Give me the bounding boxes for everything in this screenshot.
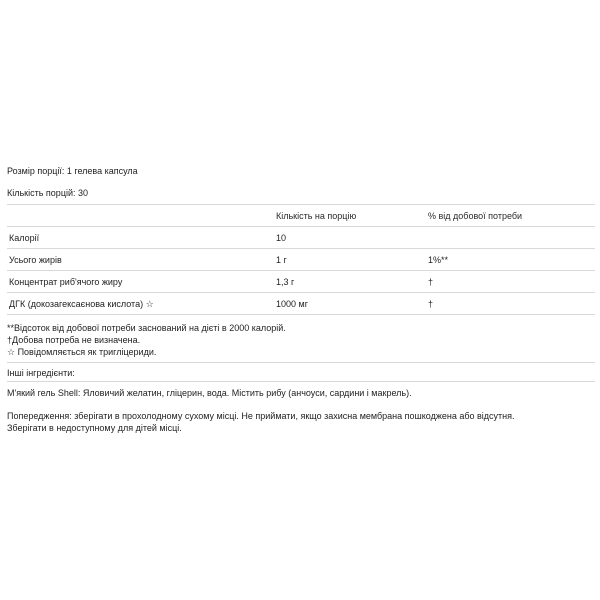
row-name: Калорії	[9, 233, 40, 243]
footnote: ☆ Повідомляється як тригліцериди.	[7, 347, 157, 357]
footnote: †Добова потреба не визначена.	[7, 335, 141, 345]
row-dv: †	[428, 299, 434, 309]
divider	[7, 226, 595, 227]
servings-count: Кількість порцій: 30	[7, 188, 89, 198]
row-amount: 1 г	[276, 255, 287, 265]
divider	[7, 248, 595, 249]
ingredients-text: М'який гель Shell: Яловичий желатин, гліцерин, вода. Містить рибу (анчоуси, сардини і макрель).	[7, 388, 412, 398]
serving-size: Розмір порції: 1 гелева капсула	[7, 166, 138, 176]
row-dv: †	[428, 277, 434, 287]
footnote: **Відсоток від добової потреби заснований на дієті в 2000 калорій.	[7, 323, 286, 333]
warning-text: Зберігати в недоступному для дітей місці.	[7, 423, 182, 433]
row-dv: 1%**	[428, 255, 449, 265]
header-dv: % від добової потреби	[428, 211, 523, 221]
divider	[7, 381, 595, 382]
divider	[7, 362, 595, 363]
divider	[7, 292, 595, 293]
row-amount: 10	[276, 233, 287, 243]
row-amount: 1000 мг	[276, 299, 308, 309]
warning-text: Попередження: зберігати в прохолодному сухому місці. Не приймати, якщо захисна мембрана пошкоджена або відсутня.	[7, 411, 515, 421]
row-amount: 1,3 г	[276, 277, 295, 287]
row-name: Концентрат риб'ячого жиру	[9, 277, 123, 287]
row-name: Усього жирів	[9, 255, 62, 265]
row-name: ДГК (докозагексаєнова кислота) ☆	[9, 299, 154, 309]
divider	[7, 204, 595, 205]
header-amount: Кількість на порцію	[276, 211, 357, 221]
ingredients-heading: Інші інгредієнти:	[7, 368, 75, 378]
divider	[7, 314, 595, 315]
divider	[7, 270, 595, 271]
